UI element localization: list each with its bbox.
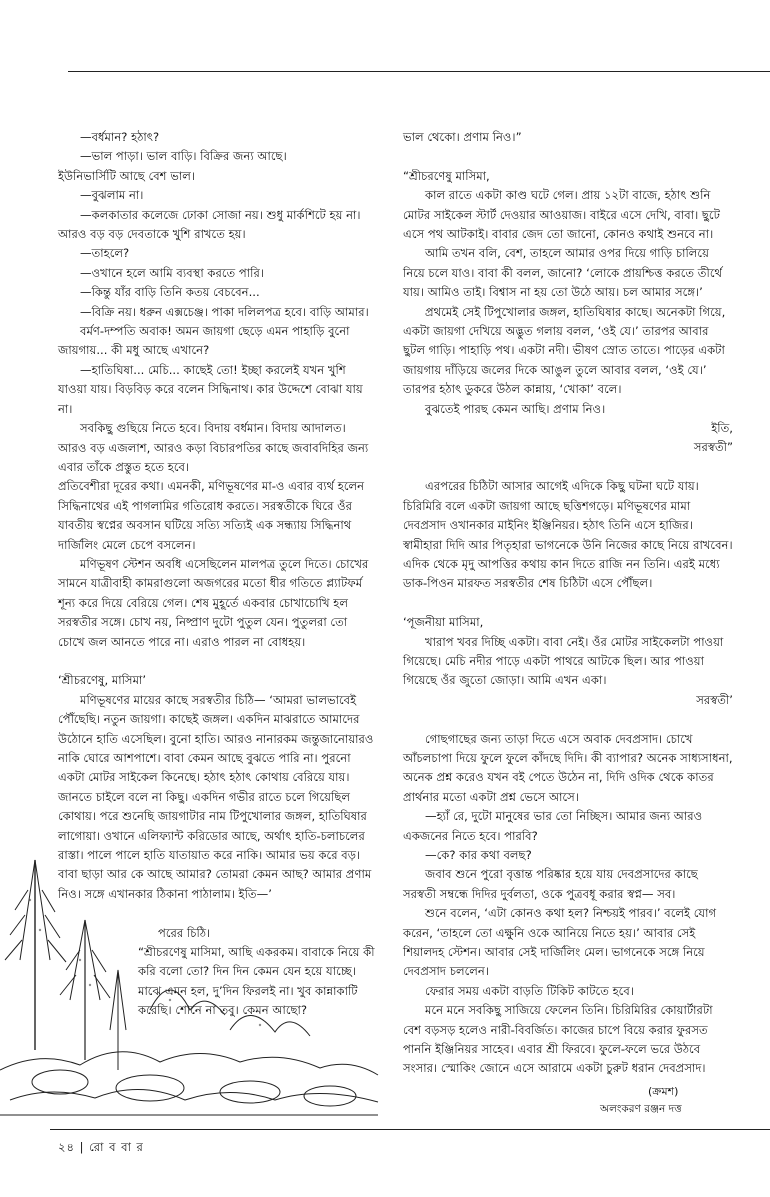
letter-body: প্রথমেই সেই টিপুখোলার জঙ্গল, হাতিঘিষার কাছে। অনেকটা গিয়ে, একটা জায়গা দেখিয়ে অদ্ভুত গলায় বলল, ‘ওই যে।’ তারপর আবার ছুটল গাড়ি। পাহাড়ি পথ। একটা নদী। ভীষণ স্রোত তাতে। পাড়ের একটা জায়গায় দাঁড়িয়ে জলের দিকে আঙুল তুলে আবার বলল, ‘ওই যে।’ তারপর হঠাৎ ডুকরে উঠল কান্নায়, ‘খোকা’ বলে। — [403, 304, 726, 397]
body-paragraph: প্রতিবেশীরা দূরের কথা। এমনকী, মণিভূষণের মা-ও এবার ব্যর্থ হলেন সিদ্ধিনাথের এই পাগলামির গতিরোধ করতে। সরস্বতীকে ঘিরে ওঁর যাবতীয় স্বপ্নের অবসান ঘটিয়ে সত্যি সত্যিই এক সন্ধ্যায় সিদ্ধিনাথ দার্জিলিং মেলে চেপে বসলেন। — [58, 479, 365, 552]
body-paragraph: এরপরের চিঠিটা আসার আগেই এদিকে কিছু ঘটনা ঘটে যায়। চিরিমিরি বলে একটা জায়গা আছে ছত্তিশগড়ে। মণিভূষণের মামা দেবপ্রসাদ ওখানকার মাইনিং ইঞ্জিনিয়র। হঠাৎ তিনি এসে হাজির। স্বামীহারা দিদি আর পিতৃহারা ভাগনেকে উনি নিজের কাছে নিয়ে রাখবেন। এদিক থেকে মৃদু আপত্তির কথায় কান দিতে রাজি নন তিনি। এরই মধ্যে ডাক-পিওন মারফত সরস্বতীর শেষ চিঠিটা এসে পৌঁছল। — [403, 479, 733, 591]
dialogue-line: —বিক্রি নয়। ধরুন এক্সচেঞ্জ। পাকা দলিলপত্র হবে। বাড়ি আমার। — [80, 304, 369, 319]
dialogue-line: —কলকাতার কলেজে ঢোকা সোজা নয়। শুধু মার্কশিটে হয় না। আরও বড় বড় দেবতাকে খুশি রাখতে হয়। — [58, 207, 361, 242]
letter-body: কাল রাতে একটা কাণ্ড ঘটে গেল। প্রায় ১২টা বাজে, হঠাৎ শুনি মোটর সাইকেল স্টার্ট দেওয়ার আওয়াজ। বাইরে এসে দেখি, বাবা। ছুটে এসে পথ আটকাই। বাবার জেদ তো জানো, কোনও কথাই শুনবে না। — [403, 188, 720, 242]
dialogue-line: —ওখানে হলে আমি ব্যবস্থা করতে পারি। — [80, 265, 264, 280]
body-paragraph: সবকিছু গুছিয়ে নিতে হবে। বিদায় বর্ধমান। বিদায় আদালত। আরও বড় এজলাশ, আরও কড়া বিচারপতির কাছে জবাবদিহির জন্য এবার তাঁকে প্রস্তুত হতে হবে। — [58, 421, 369, 474]
dialogue-line: —বর্ধমান? হঠাৎ? — [80, 130, 160, 144]
illustration-credit: অলংকরণ রঞ্জন দত্ত — [600, 1103, 682, 1115]
letter-body: “শ্রীচরণেষু মাসিমা, আছি একরকম। বাবাকে নিয়ে কী করি বলো তো? দিন দিন কেমন যেন হয়ে যাচ্ছে। মাঝে এমন হল, দু’দিন ফিরলই না। খুব কান্নাকাটি করেছি। শোনে না তবু। কেমন আছো? — [138, 945, 375, 1018]
body-paragraph: —হাতিঘিষা... মেচি... কাছেই তো! ইচ্ছা করলেই যখন খুশি যাওয়া যায়। বিড়বিড় করে বলেন সিদ্ধিনাথ। কার উদ্দেশে বোঝা যায় না। — [58, 362, 363, 416]
dialogue-line: ইউনিভার্সিটি আছে বেশ ভাল। — [58, 168, 195, 183]
body-paragraph: বর্মণ-দম্পতি অবাক! অমন জায়গা ছেড়ে এমন পাহাড়ি বুনো জায়গায়... কী মধু আছে এখানে? — [58, 324, 350, 358]
body-paragraph: জবাব শুনে পুরো বৃত্তান্ত পরিষ্কার হয়ে যায় দেবপ্রসাদের কাছে সরস্বতী সম্বন্ধে দিদির দুর্বলতা, ওকে পুত্রবধূ করার স্বপ্ন— সব। — [403, 867, 698, 901]
letter-signature: সরস্বতী’ — [696, 692, 733, 707]
dialogue-line: —তাহলে? — [80, 246, 130, 261]
letter-body: বুঝতেই পারছ কেমন আছি। প্রণাম নিও। — [425, 401, 606, 416]
letter-closing: ভাল থেকো। প্রণাম নিও।” — [403, 130, 522, 144]
dialogue-line: —ভাল পাড়া। ভাল বাড়ি। বিক্রির জন্য আছে। — [80, 149, 287, 164]
bottom-rule — [50, 1129, 770, 1130]
top-rule — [68, 71, 770, 72]
page-folio: ২৪ | রো ব বা র — [58, 1140, 144, 1154]
letter-signature: সরস্বতী” — [693, 440, 733, 455]
dialogue-line: —বুঝলাম না। — [80, 188, 144, 203]
forest-illustration — [0, 800, 380, 1120]
letter-body: আমি তখন বলি, বেশ, তাহলে আমার ওপর দিয়ে গাড়ি চালিয়ে নিয়ে চলে যাও। বাবা কী বলল, জানো? ‘লোকে প্রায়শ্চিত্ত করতে তীর্থে যায়। আমিও তাই। বিশ্বাস না হয় তো উঠে আয়। চল আমার সঙ্গে।’ — [403, 246, 722, 300]
right-column — [403, 128, 733, 1079]
letter-intro: পরের চিঠি। — [158, 925, 211, 940]
body-paragraph: ফেরার সময় একটা বাড়তি টিকিট কাটতে হবে। — [425, 983, 634, 998]
dialogue-line: —কে? কার কথা বলছ? — [425, 847, 532, 862]
body-paragraph: মণিভূষণ স্টেশন অবধি এসেছিলেন মালপত্র তুলে দিতে। চোখের সামনে যাত্রীবাহী কামরাগুলো অজগরের মতো ধীর গতিতে প্ল্যাটফর্ম শূন্য করে দিয়ে বেরিয়ে গেল। শেষ মুহূর্তে একবার চোখাচোখি হল সরস্বতীর সঙ্গে। চোখ নয়, নিষ্প্রাণ দুটো পুতুল যেন। পুতুলরা তো চোখে জল আনতে পারে না। এরাও পারল না বোধহয়। — [58, 556, 369, 649]
letter-salutation: “শ্রীচরণেষু মাসিমা, — [403, 168, 490, 183]
letter-closing: ইতি, — [711, 421, 733, 436]
dialogue-line: —হ্যাঁ রে, দুটো মানুষের ভার তো নিচ্ছিস। আমার জন্য আরও একজনের নিতে হবে। পারবি? — [403, 809, 703, 843]
letter-salutation: ‘পূজনীয়া মাসিমা, — [403, 615, 484, 630]
body-paragraph: মনে মনে সবকিছু সাজিয়ে ফেলেন তিনি। চিরিমিরির কোয়ার্টারটা বেশ বড়সড় হলেও নারী-বিবর্জিত। কাজের চাপে বিয়ে করার ফুরসত পাননি ইঞ্জিনিয়র সাহেব। এবার শ্রী ফিরবে। ফুলে-ফলে ভরে উঠবে সংসার। স্মোকিং জোনে এসে আরামে একটা চুরুট ধরান দেবপ্রসাদ। — [403, 1003, 713, 1076]
dialogue-line: —কিন্তু যাঁর বাড়ি তিনি কতয় বেচবেন... — [80, 285, 260, 300]
body-paragraph: গোছগাছের জন্য তাড়া দিতে এসে অবাক দেবপ্রসাদ। চোখে আঁচলচাপা দিয়ে ফুলে ফুলে কাঁদছে দিদি। কী ব্যাপার? অনেক সাধ্যসাধনা, অনেক প্রশ্ন করেও যখন বই পেতে উঠেন না, দিদি ওদিক থেকে কাতর প্রার্থনার মতো একটা প্রশ্ন ভেসে আসে। — [403, 731, 733, 804]
letter-body: খারাপ খবর দিচ্ছি একটা। বাবা নেই। ওঁর মোটর সাইকেলটা পাওয়া গিয়েছে। মেচি নদীর পাড়ে একটা পাথরে আটকে ছিল। আর পাওয়া গিয়েছে ওঁর জুতো জোড়া। আমি এখন একা। — [403, 634, 724, 688]
serial-note: (ক্রমশ) — [648, 1085, 679, 1098]
body-paragraph: শুনে বলেন, ‘এটা কোনও কথা হল? নিশ্চয়ই পারব।’ বলেই যোগ করেন, ‘তাহলে তো এক্ষুনি ওকে আনিয়ে নিতে হয়।’ আবার সেই শিয়ালদহ স্টেশন। আবার সেই দার্জিলিং মেল। ভাগনেকে সঙ্গে নিয়ে দেবপ্রসাদ চললেন। — [403, 906, 717, 979]
letter-body: মণিভূষণের মায়ের কাছে সরস্বতীর চিঠি— ‘আমরা ভালভাবেই পৌঁছেছি। নতুন জায়গা। কাছেই জঙ্গল। একদিন মাঝরাতে আমাদের উঠোনে হাতি এসেছিল। বুনো হাতি। আরও নানারকম জন্তুজানোয়ারও নাকি ঘোরে আশপাশে। বাবা কেমন আছে বুঝতে পারি না। পুরনো একটা মোটর সাইকেল কিনেছে। হঠাৎ হঠাৎ কোথায় বেরিয়ে যায়। জানতে চাইলে বলে না কিছু। একদিন গভীর রাতে চলে গিয়েছিল কোথায়। পরে শুনেছি জায়গাটার নাম টিপুখোলার জঙ্গল, হাতিঘিষার লাগোয়া। ওখানে এলিফ্যান্ট করিডোর আছে, অর্থাৎ হাতি-চলাচলের রাস্তা। পালে পালে হাতি যাতায়াত করে নাকি। আমার ভয় করে বড়। বাবা ছাড়া আর কে আছে আমার? তোমরা কেমন আছ? আমার প্রণাম নিও। সঙ্গে এখানকার ঠিকানা পাঠালাম। ইতি—’ — [58, 692, 374, 901]
letter-salutation: ‘শ্রীচরণেষু, মাসিমা’ — [58, 673, 147, 688]
